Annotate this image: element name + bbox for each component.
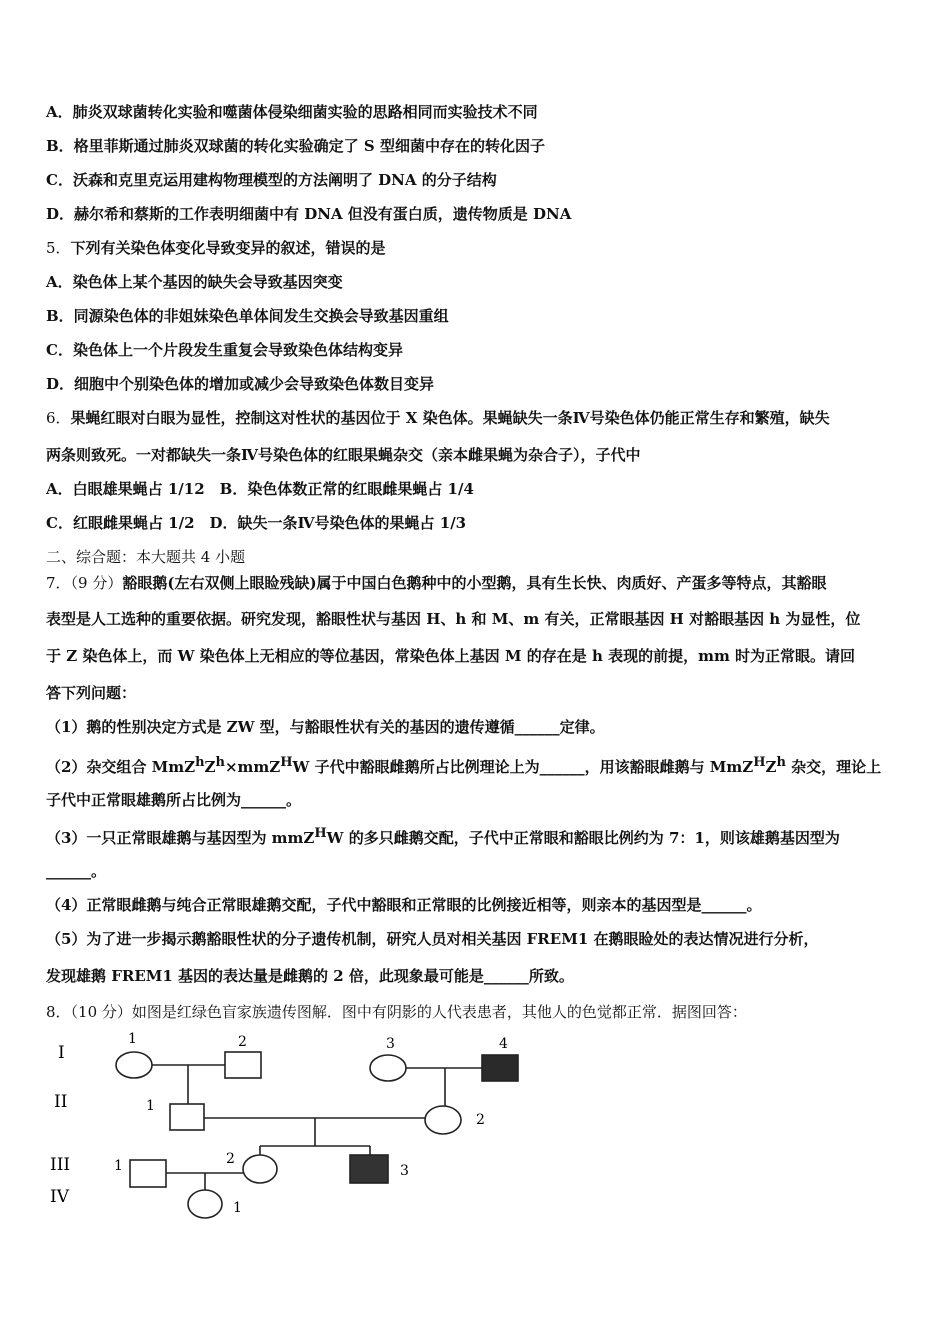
male-gen1-2 bbox=[225, 1052, 261, 1078]
q7-part5-line1: （5）为了进一步揭示鹅豁眼性状的分子遗传机制，研究人员对相关基因 FREM1 在鹅眼睑处的表达情况进行分析， bbox=[46, 930, 819, 948]
q7-part2-sup1: h bbox=[195, 755, 205, 770]
male-gen3-1 bbox=[130, 1160, 166, 1187]
q4-option-b: B．格里菲斯通过肺炎双球菌的转化实验确定了 S 型细菌中存在的转化因子 bbox=[46, 137, 545, 155]
q7-part2-sup5: h bbox=[776, 755, 786, 770]
q7-number: 7．（9 分） bbox=[46, 574, 123, 592]
generation-label-3: III bbox=[50, 1155, 71, 1175]
label-gen3-3: 3 bbox=[400, 1163, 409, 1179]
q7-part3-seg-a: （3）一只正常眼雄鹅与基因型为 mmZ bbox=[46, 829, 315, 847]
generation-label-4: IV bbox=[50, 1187, 69, 1207]
q7-stem-line3: 于 Z 染色体上，而 W 染色体上无相应的等位基因，常染色体上基因 M 的存在是 h 表现的前提，mm 时为正常眼。请回 bbox=[46, 647, 856, 665]
q7-part1: （1）鹅的性别决定方式是 ZW 型，与豁眼性状有关的基因的遗传遵循______定律。 bbox=[46, 718, 605, 736]
q7-part3-seg-b: W 的多只雌鹅交配，子代中正常眼和豁眼比例约为 7：1，则该雄鹅基因型为 bbox=[326, 829, 840, 847]
q5-stem-text: 下列有关染色体变化导致变异的叙述，错误的是 bbox=[70, 239, 386, 257]
q7-stem-line4: 答下列问题： bbox=[46, 684, 137, 702]
q7-part2-line2: 子代中正常眼雄鹅所占比例为______。 bbox=[46, 791, 302, 809]
q7-stem-text1: 豁眼鹅(左右双侧上眼睑残缺)属于中国白色鹅种中的小型鹅，具有生长快、肉质好、产蛋多等特点，其豁眼 bbox=[122, 574, 827, 592]
q7-stem-line1 bbox=[46, 573, 827, 593]
q7-part5-line2: 发现雄鹅 FREM1 基因的表达量是雌鹅的 2 倍，此现象最可能是______所致。 bbox=[46, 967, 574, 985]
q8-stem bbox=[46, 1002, 747, 1022]
q5-stem bbox=[46, 238, 386, 258]
q6-stem-line1 bbox=[46, 408, 830, 428]
q7-part4: （4）正常眼雌鹅与纯合正常眼雄鹅交配，子代中豁眼和正常眼的比例接近相等，则亲本的基因型是______。 bbox=[46, 896, 762, 914]
affected-male-gen1-4 bbox=[482, 1055, 518, 1081]
label-gen1-4: 4 bbox=[499, 1036, 508, 1052]
label-gen1-3: 3 bbox=[386, 1036, 395, 1052]
label-gen2-1: 1 bbox=[146, 1098, 155, 1114]
q7-part3-sup: H bbox=[314, 826, 327, 841]
label-gen1-1: 1 bbox=[128, 1031, 137, 1047]
female-gen2-2 bbox=[425, 1106, 461, 1134]
q6-stem-text1: 果蝇红眼对白眼为显性，控制这对性状的基因位于 X 染色体。果蝇缺失一条Ⅳ号染色体仍能正常生存和繁殖，缺失 bbox=[70, 409, 830, 427]
q7-part2-sup4: H bbox=[753, 755, 766, 770]
q7-part2-sup2: h bbox=[215, 755, 225, 770]
section-2-heading: 二、综合题：本大题共 4 小题 bbox=[46, 548, 246, 566]
q5-option-a: A．染色体上某个基因的缺失会导致基因突变 bbox=[46, 273, 343, 291]
affected-male-gen3-3 bbox=[350, 1155, 388, 1183]
q4-option-a: A．肺炎双球菌转化实验和噬菌体侵染细菌实验的思路相同而实验技术不同 bbox=[46, 103, 538, 121]
label-gen3-2: 2 bbox=[226, 1151, 235, 1167]
generation-label-1: I bbox=[58, 1043, 65, 1063]
label-gen2-2: 2 bbox=[476, 1112, 485, 1128]
female-gen1-3 bbox=[370, 1055, 406, 1081]
q6-options-cd: C．红眼雌果蝇占 1/2 D．缺失一条Ⅳ号染色体的果蝇占 1/3 bbox=[46, 514, 467, 532]
q5-option-d: D．细胞中个别染色体的增加或减少会导致染色体数目变异 bbox=[46, 375, 435, 393]
label-gen3-1: 1 bbox=[114, 1158, 123, 1174]
q7-part2-seg-d: W 子代中豁眼雌鹅所占比例理论上为______，用该豁眼雌鹅与 MmZ bbox=[292, 758, 754, 776]
q7-part2-sup3: H bbox=[280, 755, 293, 770]
q7-part2-seg-c: ×mmZ bbox=[224, 758, 281, 776]
female-gen1-1 bbox=[116, 1052, 152, 1078]
q5-option-b: B．同源染色体的非姐妹染色单体间发生交换会导致基因重组 bbox=[46, 307, 449, 325]
q7-part2-seg-e: Z bbox=[765, 758, 777, 776]
pedigree-diagram bbox=[40, 1030, 560, 1230]
q7-part3-line2: ______。 bbox=[46, 862, 107, 880]
q7-stem-line2: 表型是人工选种的重要依据。研究发现，豁眼性状与基因 H、h 和 M、m 有关，正常眼基因 H 对豁眼基因 h 为显性，位 bbox=[46, 610, 861, 628]
q6-stem-line2: 两条则致死。一对都缺失一条Ⅳ号染色体的红眼果蝇杂交（亲本雌果蝇为杂合子），子代中 bbox=[46, 446, 641, 464]
q6-options-ab: A．白眼雄果蝇占 1/12 B．染色体数正常的红眼雌果蝇占 1/4 bbox=[46, 480, 474, 498]
q4-option-c: C．沃森和克里克运用建构物理模型的方法阐明了 DNA 的分子结构 bbox=[46, 171, 497, 189]
label-gen4-1: 1 bbox=[233, 1200, 242, 1216]
male-gen2-1 bbox=[170, 1104, 204, 1130]
q6-number: 6． bbox=[46, 409, 71, 427]
q7-part2-seg-b: Z bbox=[204, 758, 216, 776]
q5-option-c: C．染色体上一个片段发生重复会导致染色体结构变异 bbox=[46, 341, 403, 359]
q5-number: 5． bbox=[46, 239, 71, 257]
q7-part2-line1 bbox=[46, 753, 881, 777]
q4-option-d: D．赫尔希和蔡斯的工作表明细菌中有 DNA 但没有蛋白质，遗传物质是 DNA bbox=[46, 205, 572, 223]
q7-part2-seg-a: （2）杂交组合 MmZ bbox=[46, 758, 196, 776]
q8-stem-text: 如图是红绿色盲家族遗传图解．图中有阴影的人代表患者，其他人的色觉都正常．据图回答： bbox=[131, 1003, 747, 1021]
q7-part2-seg-f: 杂交，理论上 bbox=[785, 758, 882, 776]
female-gen3-2 bbox=[243, 1155, 277, 1183]
label-gen1-2: 2 bbox=[238, 1034, 247, 1050]
generation-label-2: II bbox=[54, 1092, 68, 1112]
female-gen4-1 bbox=[188, 1190, 222, 1218]
q8-number: 8．（10 分） bbox=[46, 1003, 132, 1021]
q7-part3-line1 bbox=[46, 824, 840, 848]
